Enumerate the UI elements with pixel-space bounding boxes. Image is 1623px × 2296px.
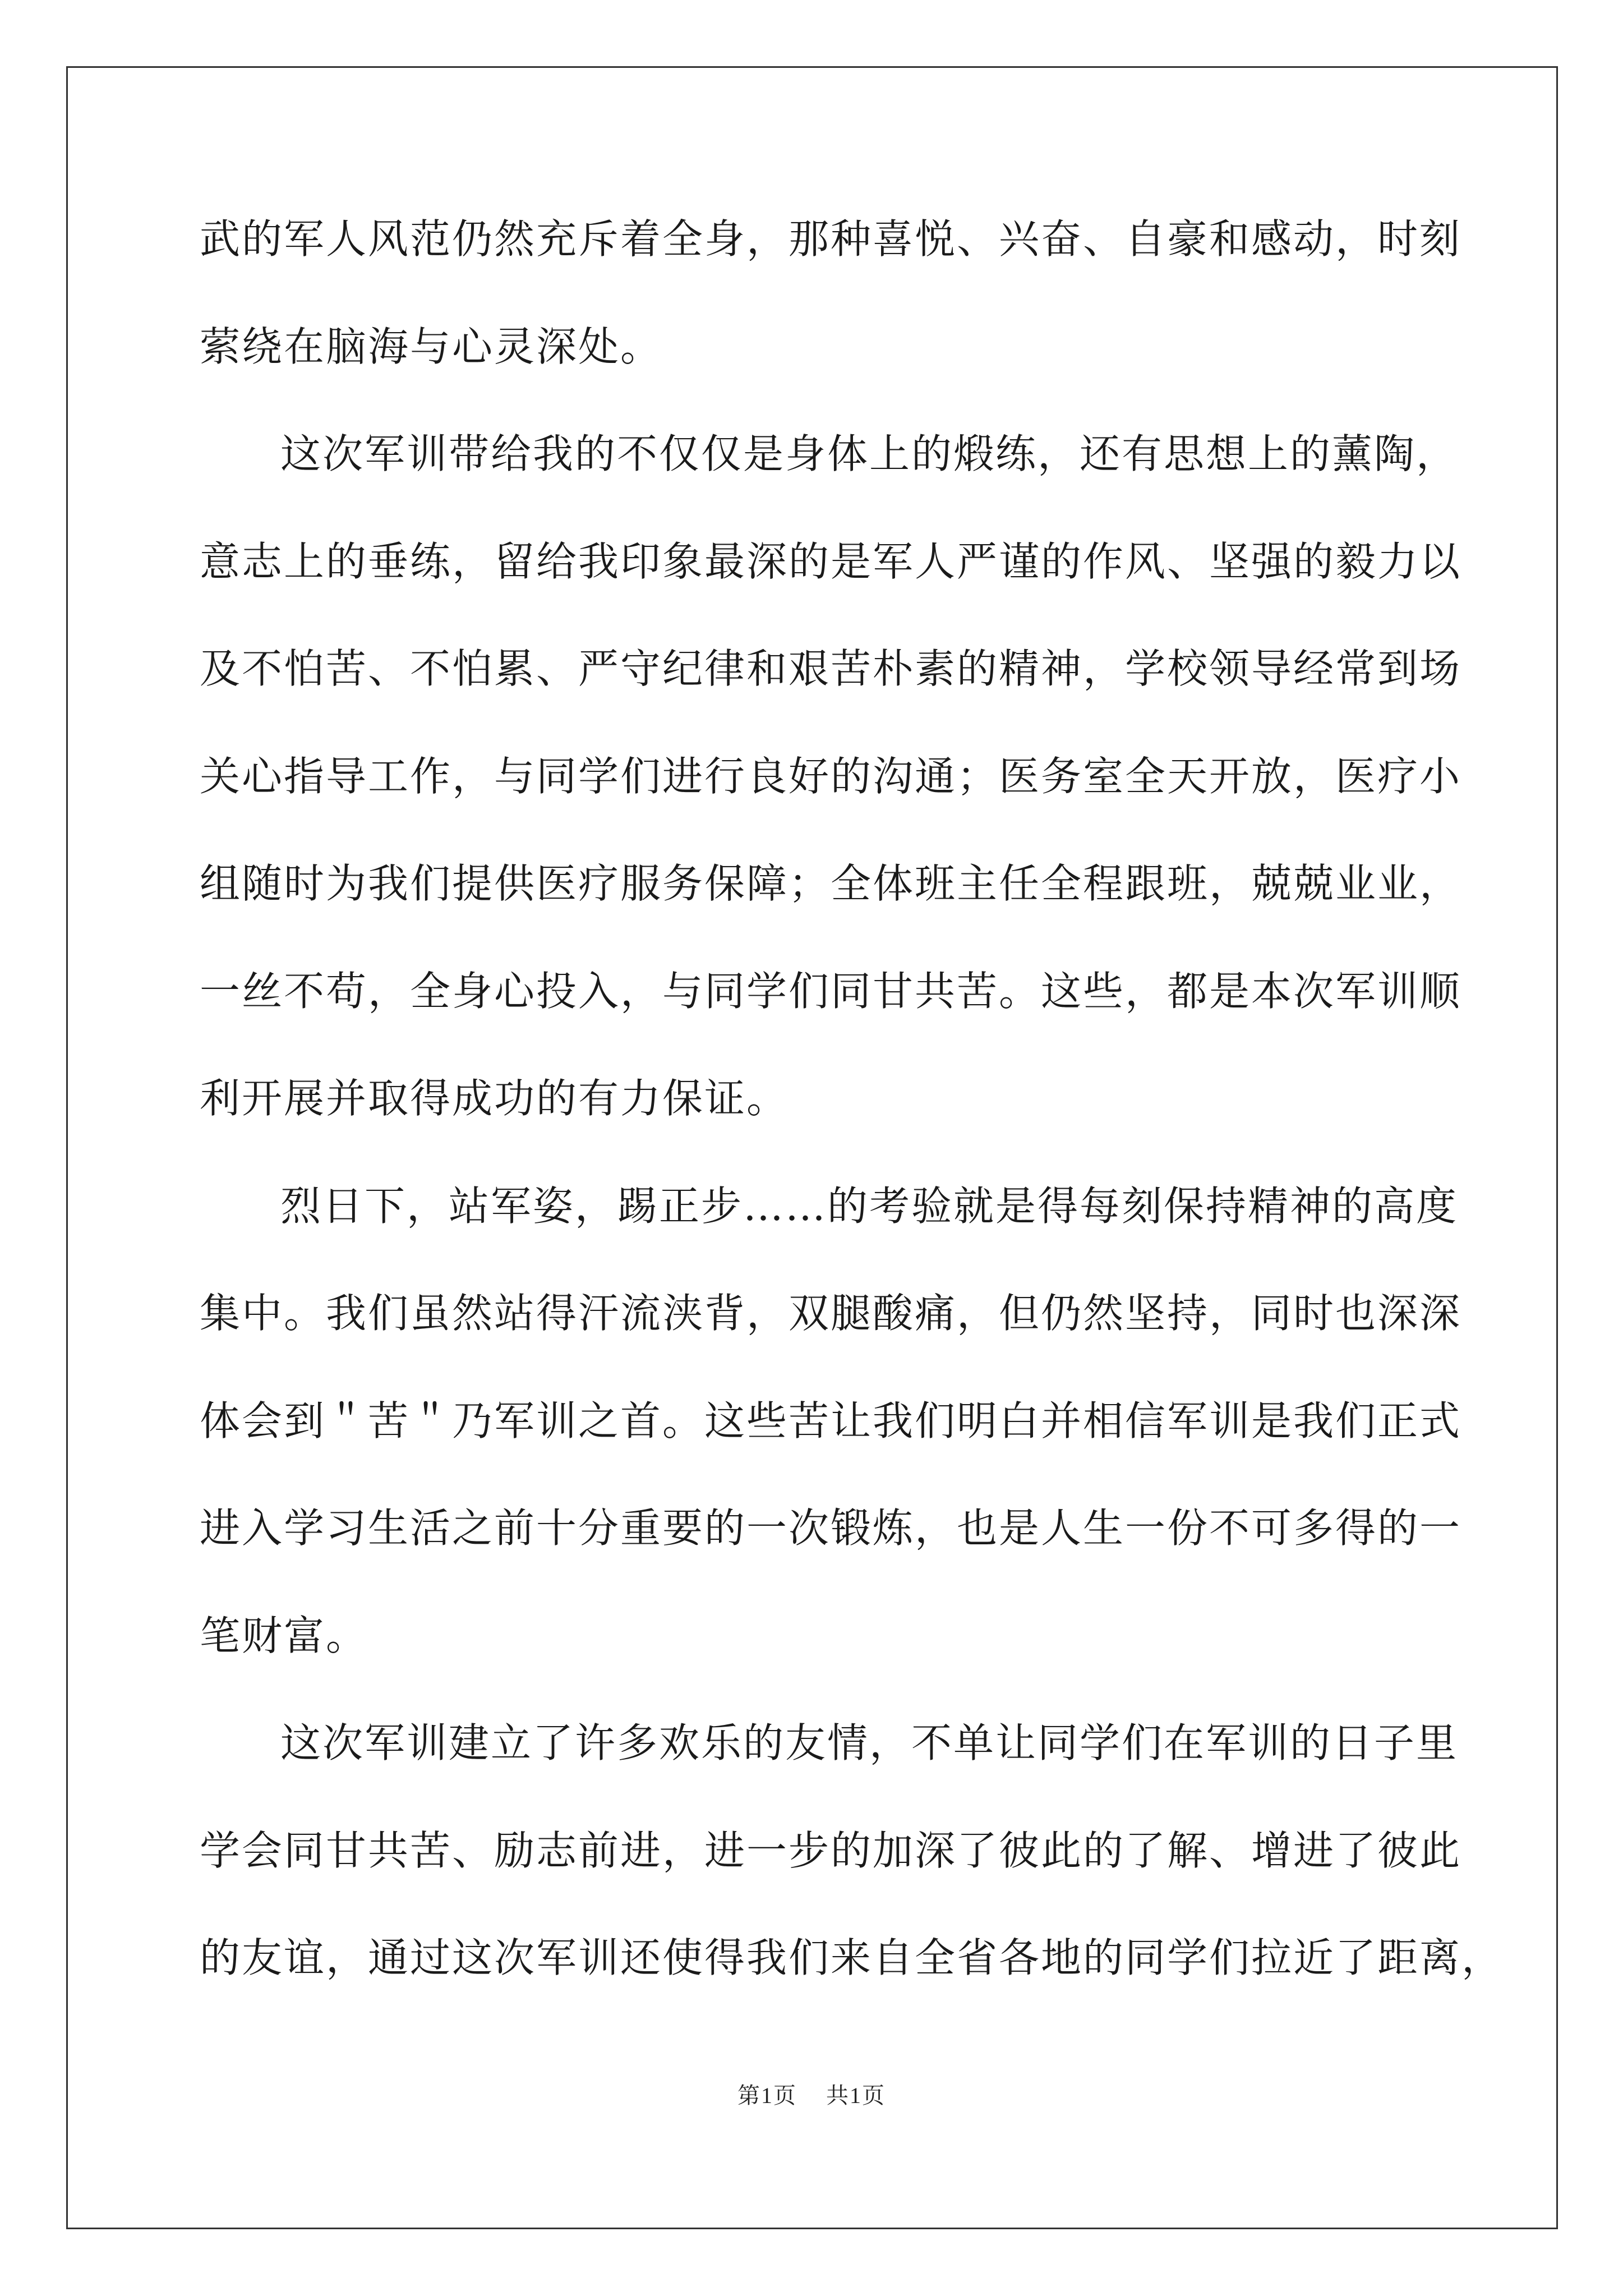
text-line: 的友谊，通过这次军训还使得我们来自全省各地的同学们拉近了距离，: [200, 1934, 1504, 1981]
text-line: 一丝不苟，全身心投入，与同学们同甘共苦。这些，都是本次军训顺: [200, 967, 1462, 1015]
text-line: 利开展并取得成功的有力保证。: [200, 1075, 789, 1122]
text-line: 组随时为我们提供医疗服务保障；全体班主任全程跟班，兢兢业业，: [200, 860, 1462, 907]
text-line: 武的军人风范仍然充斥着全身，那种喜悦、兴奋、自豪和感动，时刻: [200, 215, 1462, 263]
text-line: 烈日下，站军姿，踢正步……的考验就是得每刻保持精神的高度: [280, 1182, 1459, 1230]
page-total: 共1页: [826, 2083, 886, 2108]
text-line: 及不怕苦、不怕累、严守纪律和艰苦朴素的精神，学校领导经常到场: [200, 645, 1462, 692]
text-line: 意志上的垂练，留给我印象最深的是军人严谨的作风、坚强的毅力以: [200, 537, 1462, 585]
text-line: 学会同甘共苦、励志前进，进一步的加深了彼此的了解、增进了彼此: [200, 1826, 1462, 1874]
text-line: 萦绕在脑海与心灵深处。: [200, 323, 663, 370]
page-footer: [0, 2085, 1623, 2107]
document-body: [200, 215, 1504, 2045]
text-line: 笔财富。: [200, 1612, 368, 1659]
text-line: 集中。我们虽然站得汗流浃背，双腿酸痛，但仍然坚持，同时也深深: [200, 1290, 1462, 1337]
text-line: 关心指导工作，与同学们进行良好的沟通；医务室全天开放，医疗小: [200, 752, 1462, 800]
text-line: 进入学习生活之前十分重要的一次锻炼，也是人生一份不可多得的一: [200, 1504, 1462, 1552]
text-line: 这次军训带给我的不仅仅是身体上的煅练，还有思想上的薰陶，: [280, 430, 1459, 477]
text-line: 这次军训建立了许多欢乐的友情，不单让同学们在军训的日子里: [280, 1719, 1459, 1766]
text-line: 体会到＂苦＂乃军训之首。这些苦让我们明白并相信军训是我们正式: [200, 1397, 1462, 1444]
page-number: 第1页: [737, 2083, 797, 2108]
